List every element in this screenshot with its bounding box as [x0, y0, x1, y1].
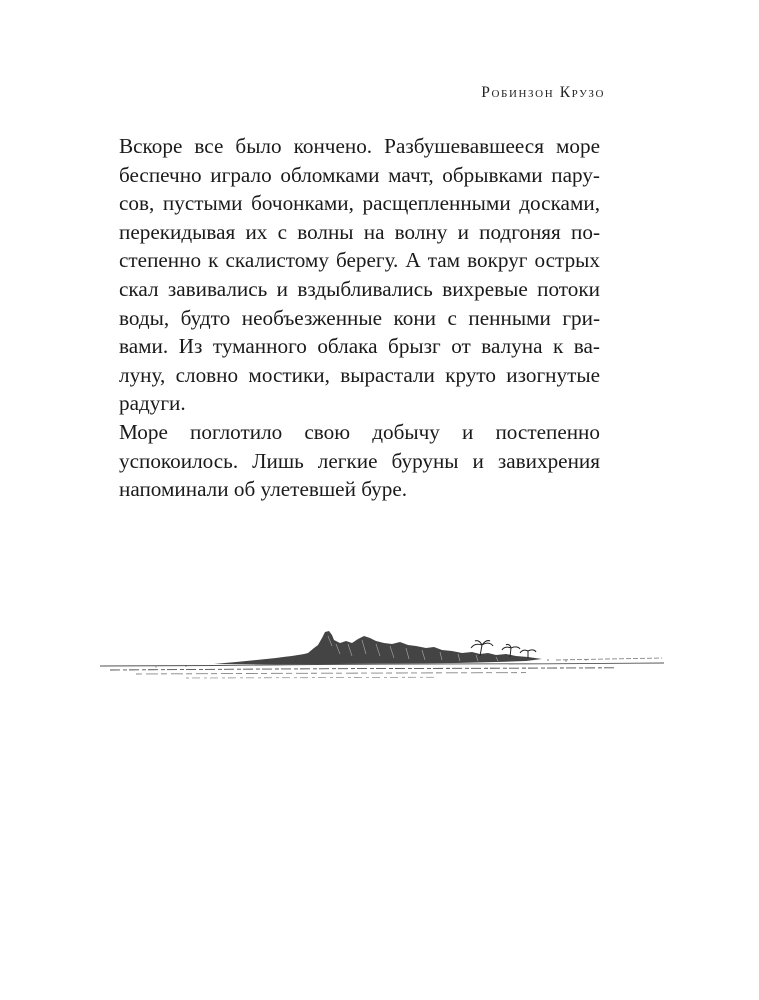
paragraph	[119, 418, 600, 504]
text-line: перекидывая их с волны на волну и подгоняя по-	[119, 219, 600, 244]
running-head: Робинзон Крузо	[481, 84, 605, 101]
text-line: вами. Из туманного облака брызг от валуна к ва-	[119, 334, 600, 359]
text-line: скал завивались и вздыбливались вихревые потоки	[119, 276, 600, 301]
text-line: сов, пустыми бочонками, расщепленными досками,	[119, 191, 600, 216]
island-engraving-icon	[96, 626, 668, 686]
text-line: радуги.	[119, 391, 186, 416]
text-line: Вскоре все было кончено. Разбушевавшееся море	[119, 134, 600, 158]
text-line: воды, будто необъезженные кони с пенными гри-	[119, 305, 600, 330]
text-block	[119, 132, 600, 504]
text-line: степенно к скалистому берегу. А там вокруг острых	[119, 248, 600, 273]
paragraph	[119, 132, 600, 418]
text-line: Море поглотило свою добычу и постепенно	[119, 419, 600, 444]
text-line: беспечно играло обломками мачт, обрывками пару-	[119, 162, 600, 187]
text-line: успокоилось. Лишь легкие буруны и завихрения	[119, 448, 600, 473]
text-line: луну, словно мостики, вырастали круто изогнутые	[119, 362, 600, 387]
text-line: напоминали об улетевшей буре.	[119, 477, 408, 502]
